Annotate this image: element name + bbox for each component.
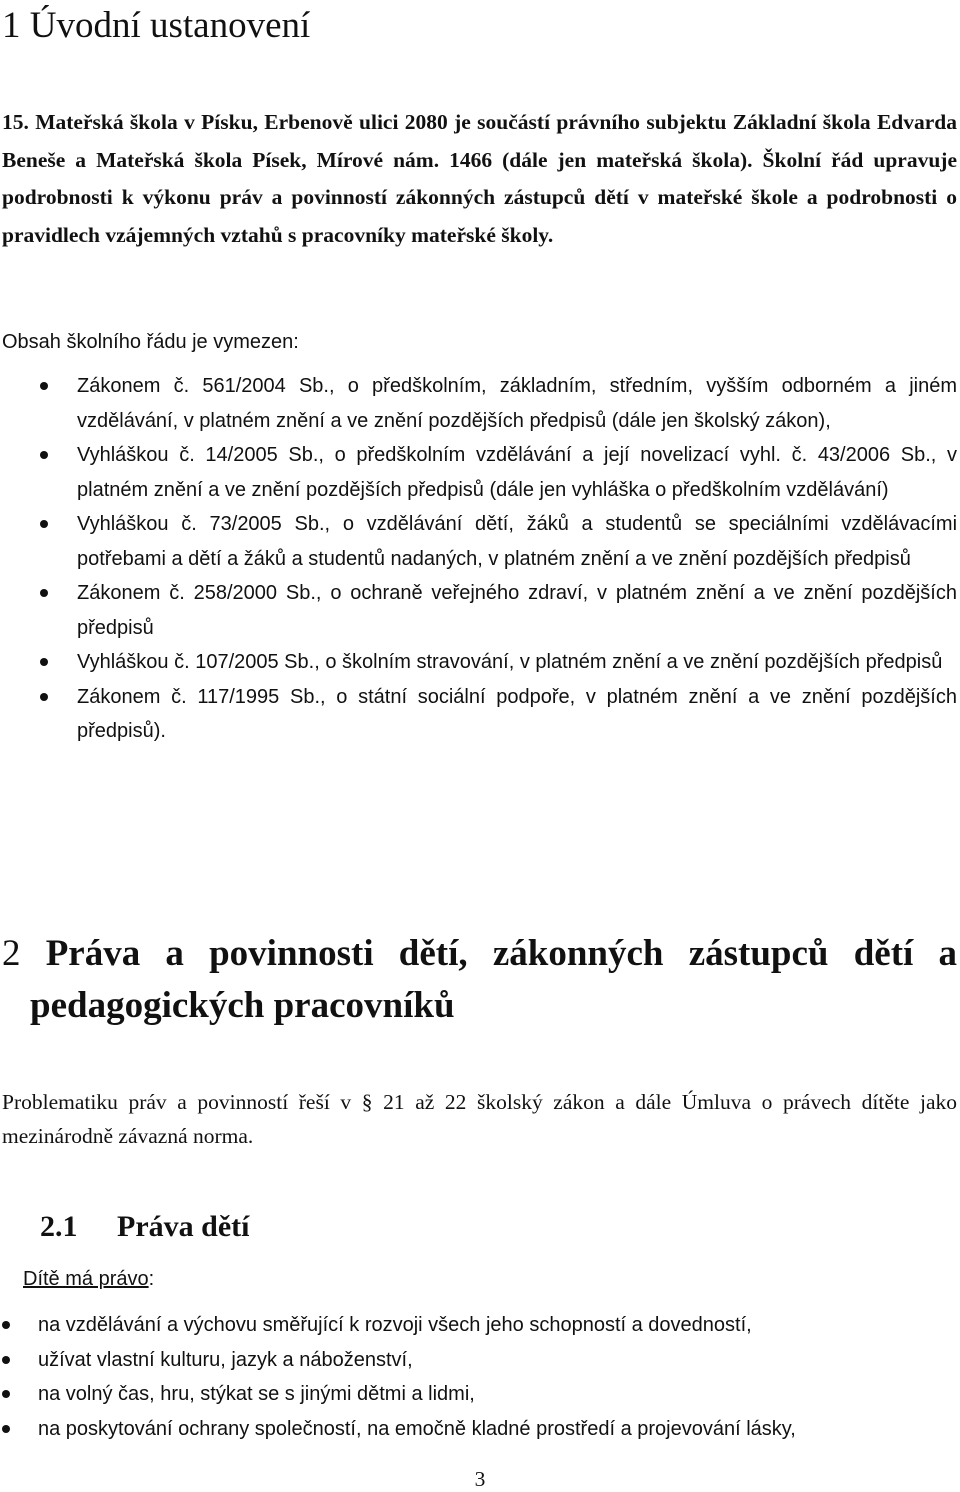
bullet-icon	[40, 693, 48, 701]
list-item	[0, 680, 957, 749]
right-text: na vzdělávání a výchovu směřující k rozvoji všech jeho schopností a dovedností,	[38, 1314, 752, 1336]
bullet-icon	[40, 382, 48, 390]
bullet-icon	[40, 589, 48, 597]
intro-paragraph: 15. Mateřská škola v Písku, Erbenově ulici 2080 je součástí právního subjektu Základní škola Edvarda Beneše a Mateřská škola Písek, Mírové nám. 1466 (dále jen mateřská škola). Školní řád upravuje podrobnosti k výkonu práv a povinností zákonných zástupců dětí v mateřské škole a podrobnosti o pravidlech vzájemných vztahů s pracovníky mateřské školy.	[2, 110, 957, 247]
law-lead: Zákonem č. 117/1995 Sb.	[77, 685, 320, 708]
law-text: , o státní sociální podpoře, v platném znění a ve znění pozdějších předpisů).	[77, 685, 957, 742]
law-text: , o předškolním, základním, středním, vyšším odborném a jiném vzdělávání, v platném znění a ve znění pozdějších předpisů (dále jen školský zákon),	[77, 375, 957, 432]
section-2-number: 2	[2, 933, 21, 974]
law-lead: Vyhláškou č. 107/2005 Sb.	[77, 651, 315, 673]
bullet-icon	[2, 1321, 10, 1329]
list-item	[0, 1377, 957, 1412]
list-item	[0, 576, 957, 645]
heading-word: zákonných	[492, 933, 664, 974]
bullet-icon	[40, 658, 48, 666]
heading-word: a	[938, 933, 957, 974]
page-number: 3	[474, 1467, 486, 1491]
law-text: , o předškolním vzdělávání a její novelizací vyhl. č. 43/2006 Sb., v platném znění a ve znění pozdějších předpisů (dále jen vyhláška o předškolním vzdělávání)	[77, 444, 957, 501]
law-lead: Zákonem č. 561/2004 Sb.	[77, 375, 329, 397]
child-has-right-label	[23, 1264, 154, 1294]
list-item	[0, 438, 957, 507]
bullet-icon	[2, 1356, 10, 1364]
list-item	[0, 1412, 957, 1447]
heading-word: dětí	[853, 933, 914, 974]
section-2-1-title: Práva dětí	[117, 1210, 250, 1243]
bullet-icon	[2, 1390, 10, 1398]
law-text: , o školním stravování, v platném znění a ve znění pozdějších předpisů	[314, 651, 943, 673]
section-1-heading: 1 Úvodní ustanovení	[2, 5, 311, 46]
heading-word: povinnosti	[209, 933, 374, 974]
bullet-icon	[2, 1425, 10, 1433]
section-2-1-number: 2.1	[40, 1210, 78, 1243]
rights-paragraph: Problematiku práv a povinností řeší v § 21 až 22 školský zákon a dále Úmluva o právech dítěte jako mezinárodně závazná norma.	[2, 1090, 957, 1148]
law-lead: Vyhláškou č. 73/2005 Sb.	[77, 513, 325, 535]
heading-word: dětí,	[398, 933, 468, 974]
list-item	[0, 1308, 957, 1343]
scope-label: Obsah školního řádu je vymezen:	[2, 331, 299, 353]
section-2-heading-line-2: pedagogických pracovníků	[30, 985, 455, 1026]
right-text: na volný čas, hru, stýkat se s jinými dětmi a lidmi,	[38, 1383, 475, 1405]
list-item	[0, 645, 957, 680]
colon: :	[148, 1268, 155, 1290]
list-item	[0, 1343, 957, 1378]
right-text: na poskytování ochrany společností, na emočně kladné prostředí a projevování lásky,	[38, 1417, 796, 1440]
law-lead: Vyhláškou č. 14/2005 Sb.	[77, 444, 319, 466]
bullet-icon	[40, 520, 48, 528]
bullet-icon	[40, 451, 48, 459]
law-text: , o vzdělávání dětí, žáků a studentů se speciálními vzdělávacími potřebami a dětí a žáků a studentů nadaných, v platném znění a ve znění pozdějších předpisů	[77, 513, 958, 570]
laws-list	[0, 369, 957, 749]
list-item	[0, 507, 957, 576]
law-lead: Zákonem č. 258/2000 Sb.	[77, 582, 316, 604]
list-item	[0, 369, 957, 438]
child-has-right-text: Dítě má právo	[23, 1268, 149, 1290]
heading-word: zástupců	[688, 933, 829, 974]
heading-word: a	[165, 933, 184, 974]
right-text: užívat vlastní kulturu, jazyk a náboženství,	[38, 1348, 413, 1371]
section-2-heading	[2, 928, 957, 1032]
rights-list	[0, 1308, 957, 1446]
heading-word: Práva	[45, 933, 141, 974]
law-text: , o ochraně veřejného zdraví, v platném znění a ve znění pozdějších předpisů	[77, 582, 957, 639]
section-2-1-heading	[40, 1207, 249, 1247]
section-2-heading-line-1	[2, 928, 957, 980]
